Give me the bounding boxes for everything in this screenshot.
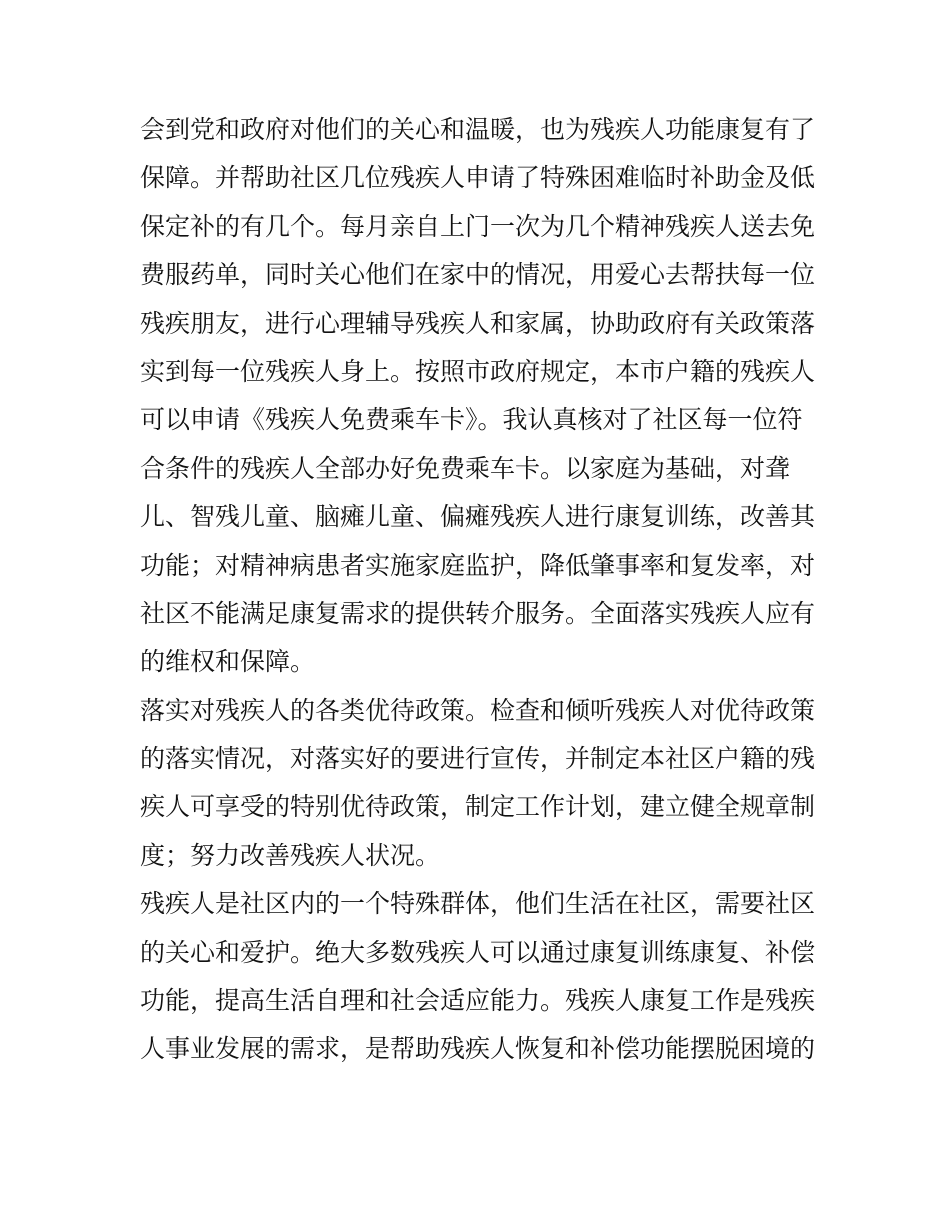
text-line: 保障。并帮助社区几位残疾人申请了特殊困难临时补助金及低: [140, 163, 816, 193]
text-line: 实到每一位残疾人身上。按照市政府规定，本市户籍的残疾人: [140, 356, 816, 386]
text-line: 残疾人是社区内的一个特殊群体，他们生活在社区，需要社区: [140, 889, 816, 919]
text-line: 的维权和保障。: [140, 647, 316, 677]
text-line: 会到党和政府对他们的关心和温暖，也为残疾人功能康复有了: [140, 115, 816, 144]
text-line: 儿、智残儿童、脑瘫儿童、偏瘫残疾人进行康复训练，改善其: [140, 502, 816, 532]
text-line: 落实对残疾人的各类优待政策。检查和倾听残疾人对优待政策: [140, 695, 816, 725]
text-line: 的关心和爱护。绝大多数残疾人可以通过康复训练康复、补偿: [140, 937, 816, 967]
text-line: 残疾朋友，进行心理辅导残疾人和家属，协助政府有关政策落: [140, 308, 816, 338]
text-line: 功能，提高生活自理和社会适应能力。残疾人康复工作是残疾: [140, 986, 816, 1016]
text-line: 度；努力改善残疾人状况。: [140, 840, 441, 870]
text-line: 可以申请《残疾人免费乘车卡》。我认真核对了社区每一位符: [140, 405, 803, 435]
text-line: 费服药单，同时关心他们在家中的情况，用爱心去帮扶每一位: [140, 260, 816, 290]
text-line: 人事业发展的需求，是帮助残疾人恢复和补偿功能摆脱困境的: [140, 1034, 816, 1064]
text-line: 的落实情况，对落实好的要进行宣传，并制定本社区户籍的残: [140, 744, 816, 774]
text-line: 保定补的有几个。每月亲自上门一次为几个精神残疾人送去免: [140, 211, 816, 241]
body-text: [140, 106, 830, 1074]
text-line: 疾人可享受的特别优待政策，制定工作计划，建立健全规章制: [140, 792, 816, 822]
text-line: 合条件的残疾人全部办好免费乘车卡。以家庭为基础，对聋: [140, 453, 791, 483]
text-line: 功能；对精神病患者实施家庭监护，降低肇事率和复发率，对: [140, 550, 816, 580]
text-line: 社区不能满足康复需求的提供转介服务。全面落实残疾人应有: [140, 598, 816, 628]
